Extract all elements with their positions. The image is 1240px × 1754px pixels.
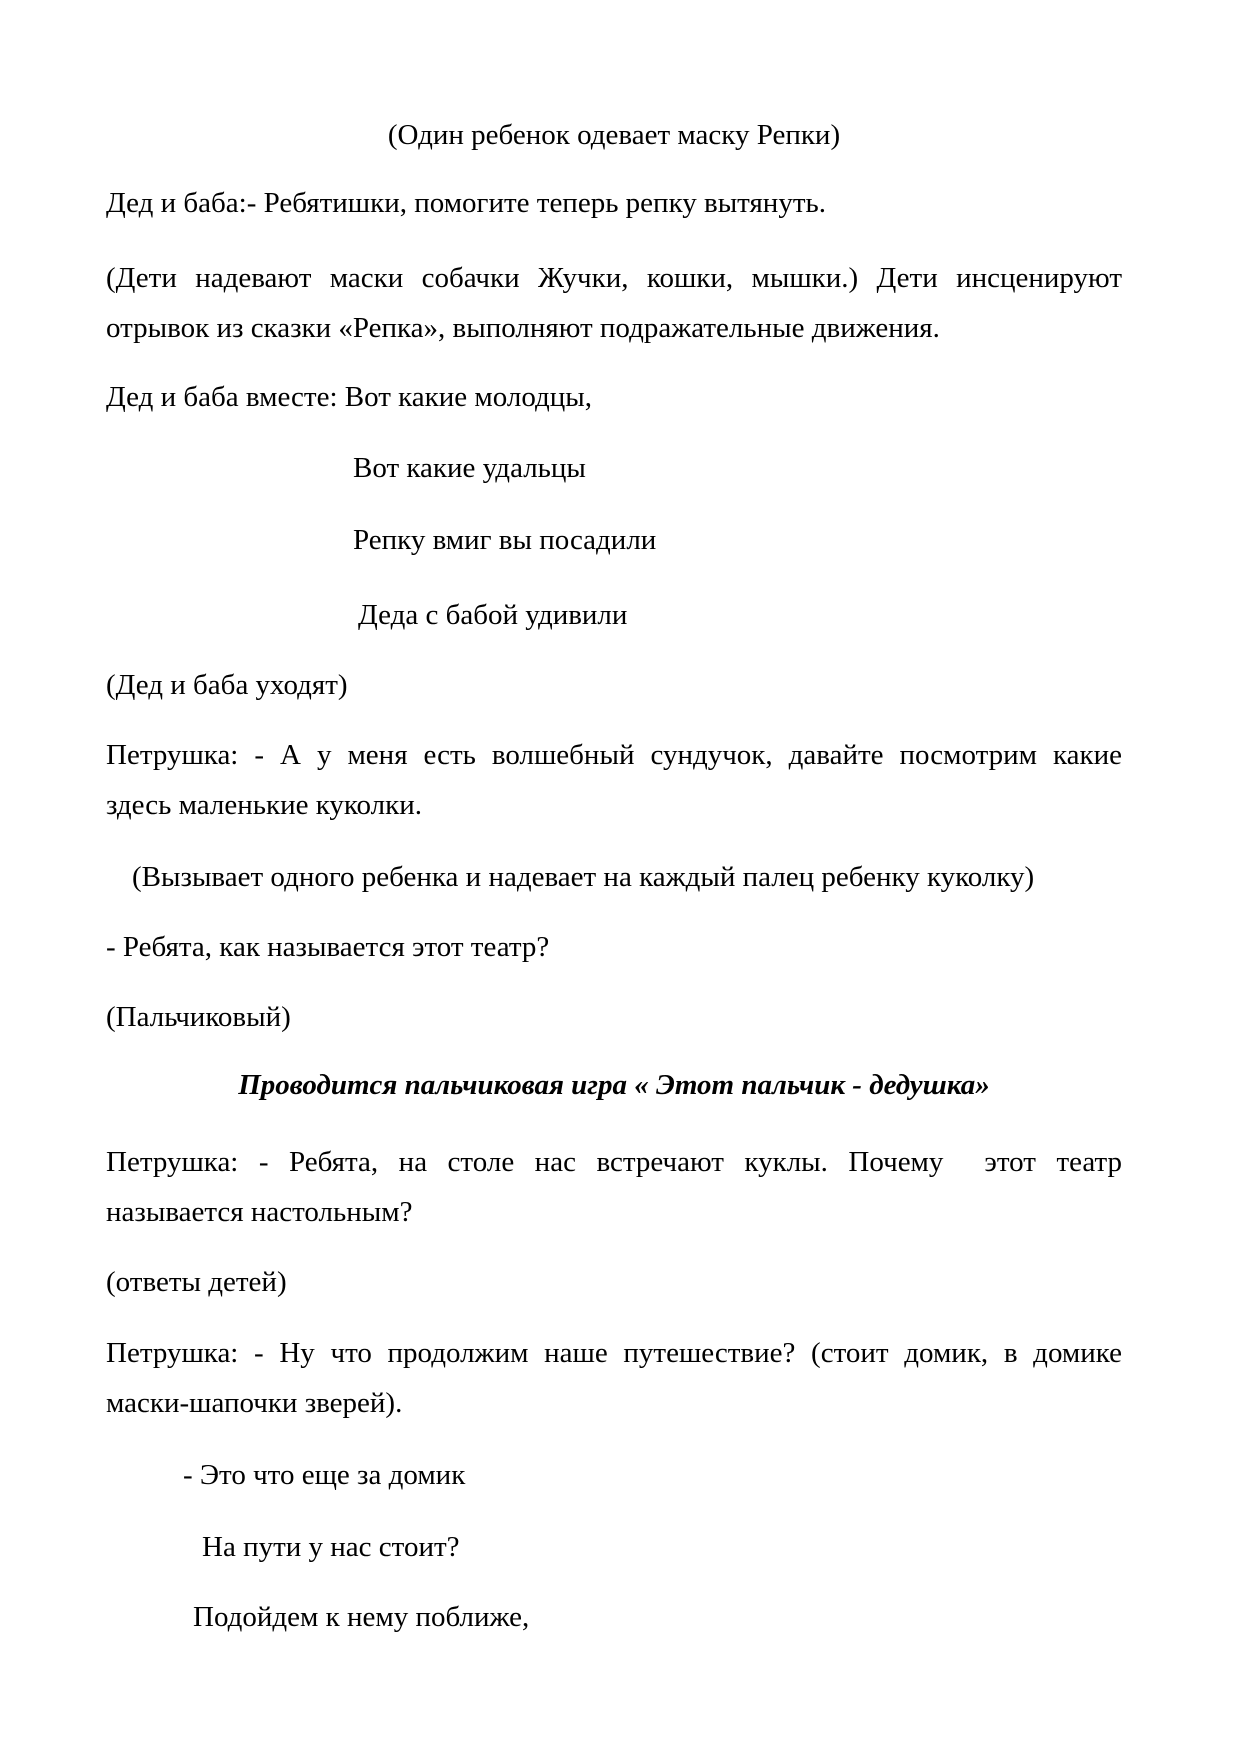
- stage-direction-ded-baba-ukhodyat: (Дед и баба уходят): [106, 669, 348, 701]
- verse-line-podojdem: Подойдем к нему поближе,: [193, 1601, 530, 1633]
- verse-line-udivili: Деда с бабой удивили: [358, 599, 628, 631]
- stage-direction-deti-maski-line-1: (Дети надевают маски собачки Жучки, кошки, мышки.) Дети инсценируют: [106, 262, 1122, 294]
- verse-line-posadili: Репку вмиг вы посадили: [353, 524, 657, 556]
- stage-direction-vyzyvaet-rebenka: (Вызывает одного ребенка и надевает на каждый палец ребенку куколку): [132, 861, 1035, 893]
- dialogue-petrushka-nastolnyj-line-2: называется настольным?: [106, 1196, 413, 1228]
- dialogue-petrushka-nastolnyj-line-1: Петрушка: - Ребята, на столе нас встречают куклы. Почему этот театр: [106, 1146, 1122, 1178]
- dialogue-petrushka-puteshestvie-line-2: маски-шапочки зверей).: [106, 1387, 403, 1419]
- verse-line-na-puti: На пути у нас стоит?: [202, 1531, 460, 1563]
- stage-direction-deti-maski-line-2: отрывок из сказки «Репка», выполняют подражательные движения.: [106, 312, 940, 344]
- verse-line-domik: - Это что еще за домик: [183, 1459, 466, 1491]
- stage-direction-deti-maski: [106, 253, 1122, 353]
- dialogue-petrushka-nastolnyj: [106, 1137, 1122, 1237]
- dialogue-ded-i-baba: Дед и баба:- Ребятишки, помогите теперь репку вытянуть.: [106, 187, 826, 219]
- stage-direction-repka-mask: (Один ребенок одевает маску Репки): [387, 119, 841, 151]
- dialogue-petrushka-sunduchok: [106, 730, 1122, 830]
- section-heading-palchikovaya-igra: Проводится пальчиковая игра « Этот пальчик - дедушка»: [238, 1069, 990, 1101]
- dialogue-petrushka-puteshestvie-line-1: Петрушка: - Ну что продолжим наше путешествие? (стоит домик, в домике: [106, 1337, 1122, 1369]
- dialogue-question-teatr: - Ребята, как называется этот театр?: [106, 931, 550, 963]
- stage-direction-otvety-detej: (ответы детей): [106, 1266, 287, 1298]
- dialogue-petrushka-sunduchok-line-1: Петрушка: - А у меня есть волшебный сундучок, давайте посмотрим какие: [106, 739, 1122, 771]
- answer-palchikovyj: (Пальчиковый): [106, 1001, 291, 1033]
- dialogue-petrushka-puteshestvie: [106, 1328, 1122, 1428]
- dialogue-ded-i-baba-vmeste: Дед и баба вместе: Вот какие молодцы,: [106, 381, 593, 413]
- dialogue-petrushka-sunduchok-line-2: здесь маленькие куколки.: [106, 789, 422, 821]
- verse-line-udaltsy: Вот какие удальцы: [353, 452, 586, 484]
